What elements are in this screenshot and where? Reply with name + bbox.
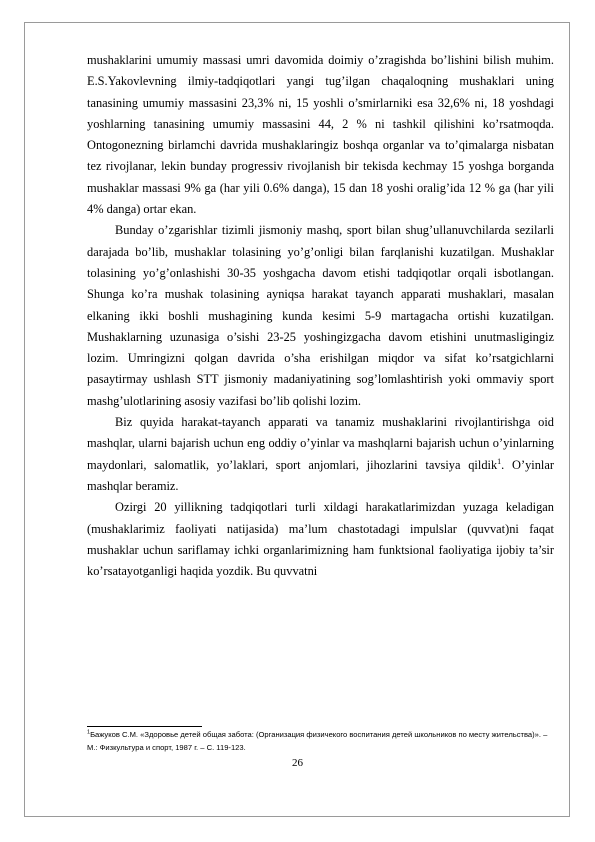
footnote-reference-mark[interactable]: 1 [497,456,502,466]
footnote-separator [87,726,202,727]
footnote [87,729,554,754]
paragraph-exercises-tail: . O’yinlar mashqlar beramiz. [87,457,554,493]
page-number: 26 [292,757,303,769]
paragraph-exercises [87,412,554,497]
paragraph-continued: mushaklarini umumiy massasi umri davomida doimiy o’zragishda bo’lishini bilish muhim. E.S.Yakovlevning ilmiy-tadqiqotlari yangi tug’ilgan chaqaloqning mushaklari uning tanasining umumiy massasini 23,3% ni, 15 yoshli o’smirlarniki esa 32,6% ni, 18 yoshdagi yoshlarning tanasining umumiy massasini 44, 2 % ni tashkil qilishini ko’rsatmoqda. Ontogonezning birlamchi davrida mushaklaringiz boshqa organlar va to’qimalarga nisbatan tez rivojlanar, lekin bunday progressiv rivojlanish bir tekisda kechmay 15 yoshga borganda mushaklar massasi 9% ga (har yili 0.6% danga), 15 dan 18 yoshi oralig’ida 12 % ga (har yili 4% danga) ortar ekan. [87,53,554,217]
body-text [87,50,554,582]
footnote-text: Бажуков С.М. «Здоровье детей общая забота: (Организация физичекого воспитания детей школьников по месту жительства)». – М.: Физкультура и спорт, 1987 г. – С. 119-123. [87,730,548,752]
footnote-number: 1 [87,729,91,736]
paragraph-exercises-text: Biz quyida harakat-tayanch apparati va tanamiz mushaklarini rivojlantirishga oid mashqlar, ularni bajarish uchun eng oddiy o’yinlar va mashqlarni bajarish uchun o’yinlarning maydonlari, salomatlik, yo’laklari, sport anjomlari, jihozlarini tavsiya qildik [87,415,554,472]
paragraph-research: Ozirgi 20 yillikning tadqiqotlari turli xildagi harakatlarimizdan yuzaga keladigan (mushaklarimiz faoliyati natijasida) ma’lum chastotadagi impulslar (quvvat)ni faqat mushaklar uchun sariflamay ichki organlarimizning ham funktsional faoliyatiga ijobiy ta’sir ko’rsatayotganligi haqida yozdik. Bu quvvatni [87,500,554,579]
paragraph-muscle-changes: Bunday o’zgarishlar tizimli jismoniy mashq, sport bilan shug’ullanuvchilarda sezilarli darajada bo’lib, mushaklar tolasining yo’g’onligi bilan farqlanishi kuzatilgan. Mushaklar tolasining yo’g’onlashishi 30-35 yoshgacha davom etishi tadqiqotlar orqali isbotlangan. Shunga ko’ra mushak tolasining ayniqsa harakat tayanch apparati mushaklari, masalan elkaning ikki boshli mushagining kunda kesimi 5-9 martagacha ortishi kuzatilgan. Mushaklarning uzunasiga o’sishi 23-25 yoshingizgacha davom etishini unutmasligingiz lozim. Umringizni qolgan davrida o’sha erishilgan miqdor va sifat ko’rsatgichlarni pasaytirmay ushlash STT jismoniy madaniyatining sog’lomlashtirish yoki ommaviy sport mashg’ulotlarining asosiy vazifasi bo’lib qolishi lozim. [87,223,554,408]
